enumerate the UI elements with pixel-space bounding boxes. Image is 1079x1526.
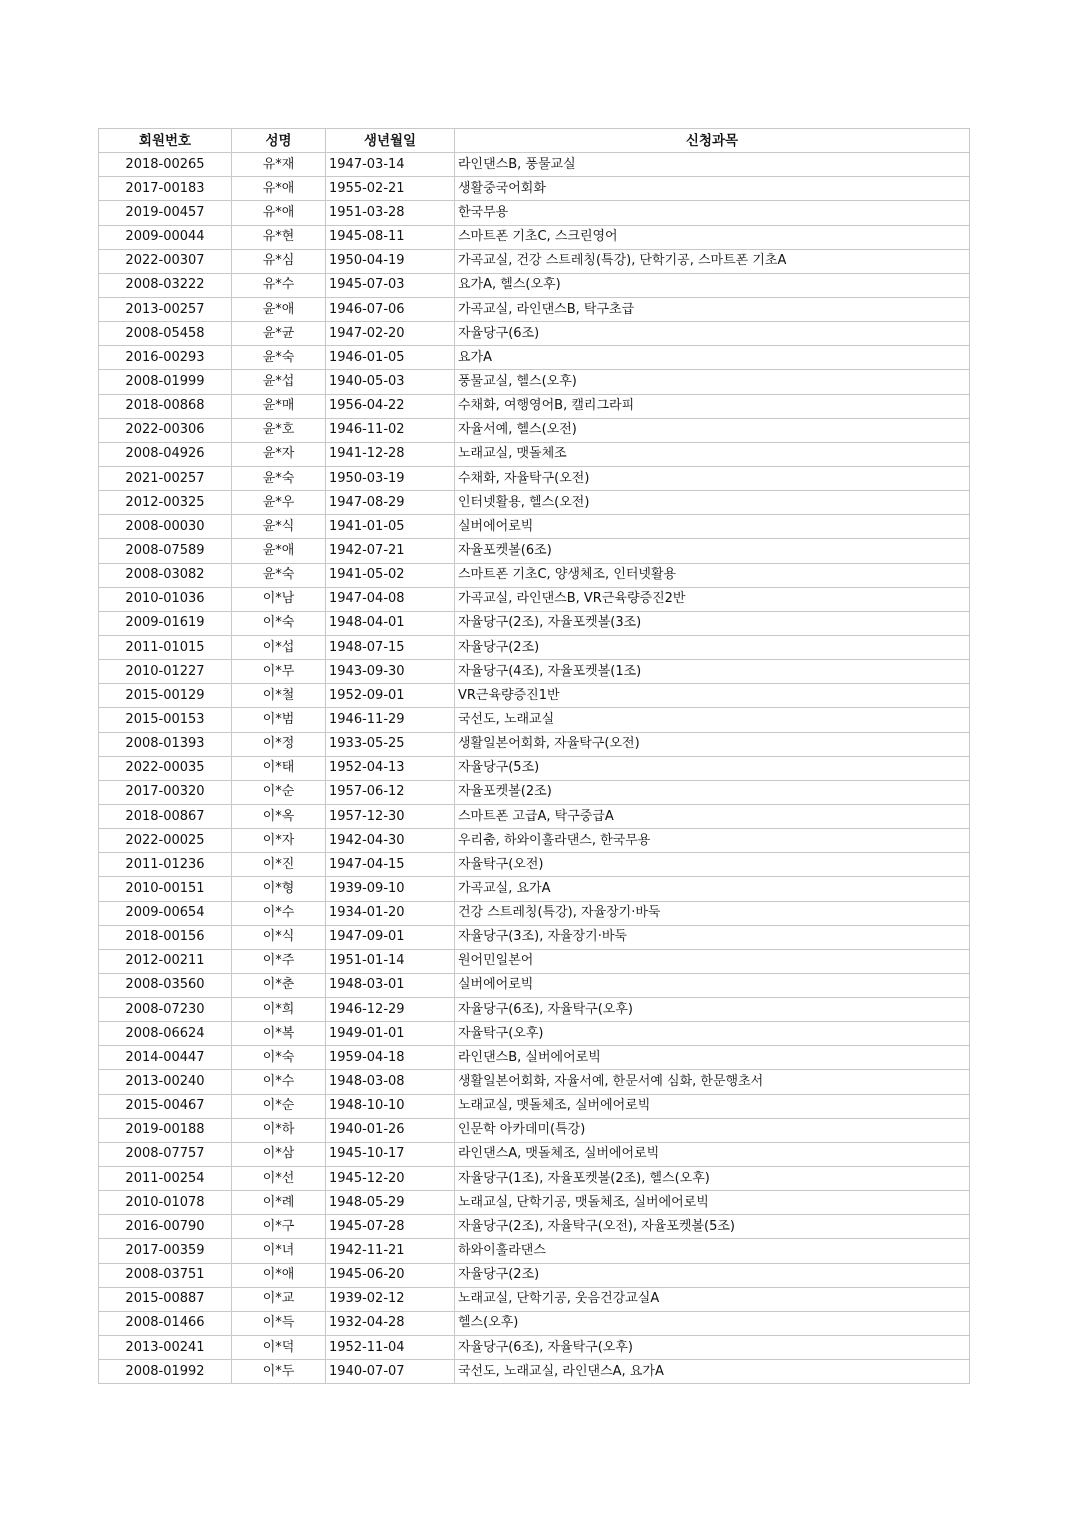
member-id-cell: 2016-00293 [99,346,232,370]
courses-cell: 가곡교실, 라인댄스B, VR근육량증진2반 [455,587,970,611]
member-id-cell: 2009-01619 [99,611,232,635]
table-row [99,1167,970,1191]
table-row [99,370,970,394]
name-cell: 이*희 [232,998,326,1022]
table-row [99,442,970,466]
birthdate-cell: 1945-08-11 [326,225,455,249]
table-row [99,1360,970,1384]
courses-cell: 라인댄스B, 풍물교실 [455,153,970,177]
name-cell: 이*녀 [232,1239,326,1263]
table-row [99,973,970,997]
name-cell: 이*남 [232,587,326,611]
birthdate-cell: 1946-11-29 [326,708,455,732]
birthdate-cell: 1945-06-20 [326,1263,455,1287]
courses-cell: 자율당구(4조), 자율포켓볼(1조) [455,660,970,684]
courses-cell: 인터넷활용, 헬스(오전) [455,491,970,515]
birthdate-cell: 1948-10-10 [326,1094,455,1118]
birthdate-cell: 1952-04-13 [326,756,455,780]
member-id-cell: 2008-03751 [99,1263,232,1287]
table-row [99,925,970,949]
table-row [99,611,970,635]
courses-cell: 스마트폰 기초C, 스크린영어 [455,225,970,249]
table-row [99,273,970,297]
name-cell: 이*득 [232,1311,326,1335]
name-cell: 이*교 [232,1287,326,1311]
table-row [99,1118,970,1142]
name-cell: 이*태 [232,756,326,780]
table-row [99,1191,970,1215]
table-row [99,1263,970,1287]
birthdate-cell: 1948-04-01 [326,611,455,635]
member-id-cell: 2008-03082 [99,563,232,587]
member-id-cell: 2013-00257 [99,297,232,321]
birthdate-cell: 1945-07-03 [326,273,455,297]
name-cell: 이*주 [232,949,326,973]
courses-cell: 실버에어로빅 [455,515,970,539]
name-cell: 유*현 [232,225,326,249]
courses-cell: 수채화, 여행영어B, 캘리그라피 [455,394,970,418]
table-row [99,418,970,442]
name-cell: 윤*애 [232,297,326,321]
name-cell: 유*애 [232,177,326,201]
header-birthdate: 생년월일 [326,129,455,153]
birthdate-cell: 1952-11-04 [326,1336,455,1360]
name-cell: 이*삼 [232,1142,326,1166]
name-cell: 이*구 [232,1215,326,1239]
table-row [99,1094,970,1118]
birthdate-cell: 1957-06-12 [326,780,455,804]
birthdate-cell: 1949-01-01 [326,1022,455,1046]
birthdate-cell: 1945-12-20 [326,1167,455,1191]
birthdate-cell: 1945-10-17 [326,1142,455,1166]
courses-cell: 가곡교실, 건강 스트레칭(특강), 단학기공, 스마트폰 기초A [455,249,970,273]
name-cell: 이*순 [232,1094,326,1118]
member-id-cell: 2009-00044 [99,225,232,249]
courses-cell: 노래교실, 단학기공, 웃음건강교실A [455,1287,970,1311]
member-id-cell: 2009-00654 [99,901,232,925]
name-cell: 윤*애 [232,539,326,563]
table-row [99,901,970,925]
birthdate-cell: 1933-05-25 [326,732,455,756]
name-cell: 이*복 [232,1022,326,1046]
birthdate-cell: 1948-07-15 [326,635,455,659]
birthdate-cell: 1940-07-07 [326,1360,455,1384]
member-id-cell: 2016-00790 [99,1215,232,1239]
member-id-cell: 2015-00887 [99,1287,232,1311]
table-row [99,660,970,684]
birthdate-cell: 1941-05-02 [326,563,455,587]
table-row [99,491,970,515]
table-row [99,756,970,780]
member-id-cell: 2012-00325 [99,491,232,515]
birthdate-cell: 1941-01-05 [326,515,455,539]
member-id-cell: 2022-00307 [99,249,232,273]
birthdate-cell: 1946-07-06 [326,297,455,321]
table-row [99,322,970,346]
member-id-cell: 2008-04926 [99,442,232,466]
member-id-cell: 2008-01466 [99,1311,232,1335]
birthdate-cell: 1942-07-21 [326,539,455,563]
birthdate-cell: 1941-12-28 [326,442,455,466]
name-cell: 윤*자 [232,442,326,466]
birthdate-cell: 1950-03-19 [326,466,455,490]
table-row [99,684,970,708]
name-cell: 이*숙 [232,1046,326,1070]
courses-cell: 자율당구(6조) [455,322,970,346]
member-id-cell: 2008-07589 [99,539,232,563]
birthdate-cell: 1955-02-21 [326,177,455,201]
name-cell: 윤*식 [232,515,326,539]
courses-cell: 수채화, 자율탁구(오전) [455,466,970,490]
name-cell: 이*숙 [232,611,326,635]
table-row [99,1239,970,1263]
courses-cell: VR근육량증진1반 [455,684,970,708]
member-id-cell: 2008-01393 [99,732,232,756]
member-id-cell: 2008-01992 [99,1360,232,1384]
birthdate-cell: 1934-01-20 [326,901,455,925]
table-row [99,732,970,756]
name-cell: 이*자 [232,829,326,853]
table-row [99,587,970,611]
member-id-cell: 2014-00447 [99,1046,232,1070]
name-cell: 이*하 [232,1118,326,1142]
courses-cell: 자율당구(5조) [455,756,970,780]
table-row [99,829,970,853]
name-cell: 이*선 [232,1167,326,1191]
courses-cell: 노래교실, 맷돌체조, 실버에어로빅 [455,1094,970,1118]
birthdate-cell: 1946-01-05 [326,346,455,370]
birthdate-cell: 1939-09-10 [326,877,455,901]
name-cell: 윤*숙 [232,466,326,490]
courses-cell: 자율당구(2조) [455,1263,970,1287]
courses-cell: 생활중국어회화 [455,177,970,201]
member-id-cell: 2022-00306 [99,418,232,442]
courses-cell: 노래교실, 단학기공, 맷돌체조, 실버에어로빅 [455,1191,970,1215]
table-row [99,877,970,901]
name-cell: 윤*우 [232,491,326,515]
courses-cell: 자율당구(2조), 자율포켓볼(3조) [455,611,970,635]
table-row [99,1022,970,1046]
table-row [99,1336,970,1360]
member-id-cell: 2018-00156 [99,925,232,949]
table-row [99,297,970,321]
birthdate-cell: 1959-04-18 [326,1046,455,1070]
table-row [99,1070,970,1094]
member-id-cell: 2010-01227 [99,660,232,684]
birthdate-cell: 1948-03-08 [326,1070,455,1094]
table-row [99,949,970,973]
courses-cell: 요가A [455,346,970,370]
member-id-cell: 2013-00240 [99,1070,232,1094]
member-id-cell: 2022-00035 [99,756,232,780]
table-row [99,153,970,177]
table-row [99,780,970,804]
name-cell: 이*섭 [232,635,326,659]
courses-cell: 헬스(오후) [455,1311,970,1335]
birthdate-cell: 1942-11-21 [326,1239,455,1263]
birthdate-cell: 1948-05-29 [326,1191,455,1215]
name-cell: 이*형 [232,877,326,901]
member-id-cell: 2019-00457 [99,201,232,225]
name-cell: 이*례 [232,1191,326,1215]
courses-cell: 스마트폰 고급A, 탁구중급A [455,804,970,828]
courses-cell: 자율당구(6조), 자율탁구(오후) [455,998,970,1022]
name-cell: 윤*섭 [232,370,326,394]
courses-cell: 인문학 아카데미(특강) [455,1118,970,1142]
member-id-cell: 2011-00254 [99,1167,232,1191]
name-cell: 윤*숙 [232,563,326,587]
table-row [99,1142,970,1166]
birthdate-cell: 1947-03-14 [326,153,455,177]
member-id-cell: 2022-00025 [99,829,232,853]
table-row [99,1311,970,1335]
member-id-cell: 2015-00129 [99,684,232,708]
member-id-cell: 2018-00868 [99,394,232,418]
birthdate-cell: 1942-04-30 [326,829,455,853]
table-row [99,1287,970,1311]
name-cell: 이*두 [232,1360,326,1384]
courses-cell: 라인댄스B, 실버에어로빅 [455,1046,970,1070]
courses-cell: 자율당구(6조), 자율탁구(오후) [455,1336,970,1360]
name-cell: 이*애 [232,1263,326,1287]
member-id-cell: 2008-07757 [99,1142,232,1166]
courses-cell: 라인댄스A, 맷돌체조, 실버에어로빅 [455,1142,970,1166]
member-id-cell: 2017-00359 [99,1239,232,1263]
courses-cell: 자율탁구(오전) [455,853,970,877]
birthdate-cell: 1951-03-28 [326,201,455,225]
name-cell: 유*재 [232,153,326,177]
courses-cell: 자율포켓볼(6조) [455,539,970,563]
member-id-cell: 2011-01015 [99,635,232,659]
birthdate-cell: 1946-12-29 [326,998,455,1022]
member-id-cell: 2008-07230 [99,998,232,1022]
birthdate-cell: 1947-04-08 [326,587,455,611]
table-row [99,1046,970,1070]
courses-cell: 자율당구(2조) [455,635,970,659]
name-cell: 이*범 [232,708,326,732]
birthdate-cell: 1940-01-26 [326,1118,455,1142]
header-courses: 신청과목 [455,129,970,153]
name-cell: 이*옥 [232,804,326,828]
header-member-id: 회원번호 [99,129,232,153]
courses-cell: 가곡교실, 라인댄스B, 탁구초급 [455,297,970,321]
member-id-cell: 2008-01999 [99,370,232,394]
table-row [99,177,970,201]
birthdate-cell: 1945-07-28 [326,1215,455,1239]
birthdate-cell: 1947-09-01 [326,925,455,949]
name-cell: 윤*호 [232,418,326,442]
courses-cell: 노래교실, 맷돌체조 [455,442,970,466]
courses-cell: 자율당구(2조), 자율탁구(오전), 자율포켓볼(5조) [455,1215,970,1239]
member-course-table [98,128,970,1384]
member-id-cell: 2008-05458 [99,322,232,346]
member-id-cell: 2019-00188 [99,1118,232,1142]
table-row [99,249,970,273]
member-id-cell: 2010-00151 [99,877,232,901]
birthdate-cell: 1950-04-19 [326,249,455,273]
birthdate-cell: 1956-04-22 [326,394,455,418]
courses-cell: 자율포켓볼(2조) [455,780,970,804]
courses-cell: 원어민일본어 [455,949,970,973]
courses-cell: 한국무용 [455,201,970,225]
name-cell: 이*철 [232,684,326,708]
courses-cell: 국선도, 노래교실, 라인댄스A, 요가A [455,1360,970,1384]
member-id-cell: 2017-00320 [99,780,232,804]
member-id-cell: 2015-00467 [99,1094,232,1118]
table-row [99,1215,970,1239]
courses-cell: 요가A, 헬스(오후) [455,273,970,297]
member-id-cell: 2008-03560 [99,973,232,997]
member-id-cell: 2018-00265 [99,153,232,177]
birthdate-cell: 1948-03-01 [326,973,455,997]
name-cell: 이*수 [232,1070,326,1094]
courses-cell: 자율당구(1조), 자율포켓볼(2조), 헬스(오후) [455,1167,970,1191]
birthdate-cell: 1932-04-28 [326,1311,455,1335]
birthdate-cell: 1947-02-20 [326,322,455,346]
courses-cell: 풍물교실, 헬스(오후) [455,370,970,394]
name-cell: 윤*매 [232,394,326,418]
name-cell: 윤*숙 [232,346,326,370]
table-row [99,225,970,249]
name-cell: 윤*균 [232,322,326,346]
birthdate-cell: 1939-02-12 [326,1287,455,1311]
courses-cell: 스마트폰 기초C, 양생체조, 인터넷활용 [455,563,970,587]
member-id-cell: 2008-06624 [99,1022,232,1046]
courses-cell: 자율당구(3조), 자율장기·바둑 [455,925,970,949]
name-cell: 이*덕 [232,1336,326,1360]
courses-cell: 실버에어로빅 [455,973,970,997]
birthdate-cell: 1947-04-15 [326,853,455,877]
name-cell: 이*진 [232,853,326,877]
member-id-cell: 2021-00257 [99,466,232,490]
table-row [99,539,970,563]
birthdate-cell: 1957-12-30 [326,804,455,828]
table-row [99,635,970,659]
table-row [99,201,970,225]
courses-cell: 자율서예, 헬스(오전) [455,418,970,442]
courses-cell: 건강 스트레칭(특강), 자율장기·바둑 [455,901,970,925]
courses-cell: 가곡교실, 요가A [455,877,970,901]
member-id-cell: 2011-01236 [99,853,232,877]
courses-cell: 국선도, 노래교실 [455,708,970,732]
courses-cell: 자율탁구(오후) [455,1022,970,1046]
table-row [99,394,970,418]
table-row [99,804,970,828]
birthdate-cell: 1947-08-29 [326,491,455,515]
birthdate-cell: 1940-05-03 [326,370,455,394]
member-id-cell: 2008-00030 [99,515,232,539]
name-cell: 이*순 [232,780,326,804]
table-row [99,853,970,877]
header-name: 성명 [232,129,326,153]
name-cell: 이*수 [232,901,326,925]
name-cell: 유*수 [232,273,326,297]
name-cell: 유*심 [232,249,326,273]
member-id-cell: 2015-00153 [99,708,232,732]
table-row [99,563,970,587]
courses-cell: 생활일본어회화, 자율탁구(오전) [455,732,970,756]
member-id-cell: 2013-00241 [99,1336,232,1360]
name-cell: 이*춘 [232,973,326,997]
name-cell: 유*애 [232,201,326,225]
member-id-cell: 2018-00867 [99,804,232,828]
member-id-cell: 2017-00183 [99,177,232,201]
courses-cell: 하와이훌라댄스 [455,1239,970,1263]
table-header-row [99,129,970,153]
birthdate-cell: 1952-09-01 [326,684,455,708]
birthdate-cell: 1943-09-30 [326,660,455,684]
birthdate-cell: 1951-01-14 [326,949,455,973]
birthdate-cell: 1946-11-02 [326,418,455,442]
member-id-cell: 2008-03222 [99,273,232,297]
table-row [99,466,970,490]
courses-cell: 생활일본어회화, 자율서예, 한문서예 심화, 한문행초서 [455,1070,970,1094]
name-cell: 이*식 [232,925,326,949]
member-id-cell: 2010-01078 [99,1191,232,1215]
member-id-cell: 2010-01036 [99,587,232,611]
courses-cell: 우리춤, 하와이훌라댄스, 한국무용 [455,829,970,853]
name-cell: 이*무 [232,660,326,684]
member-id-cell: 2012-00211 [99,949,232,973]
table-row [99,515,970,539]
table-row [99,708,970,732]
name-cell: 이*정 [232,732,326,756]
table-row [99,998,970,1022]
table-row [99,346,970,370]
